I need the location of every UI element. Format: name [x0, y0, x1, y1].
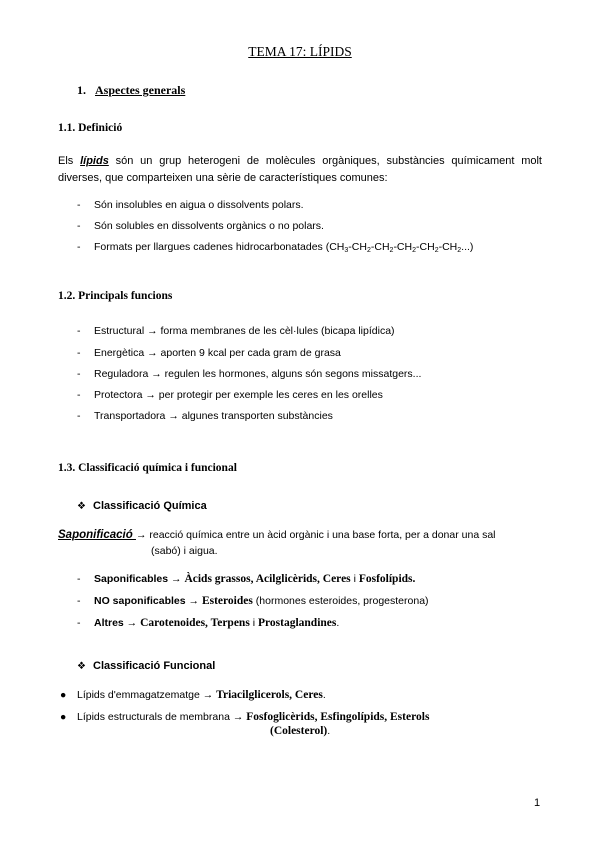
- dash-icon: -: [77, 368, 81, 380]
- section-title: Aspectes generals: [95, 83, 186, 97]
- list-item: [77, 199, 304, 211]
- subscript: 2: [412, 247, 417, 254]
- list-item-text: Són solubles en dissolvents orgànics o no polars.: [94, 220, 324, 232]
- list-item-formula: [77, 241, 473, 254]
- list-item: [77, 410, 333, 422]
- dash-icon: -: [77, 617, 81, 629]
- formula-text: Formats per llargues cadenes hidrocarbonatades (CH: [94, 241, 345, 253]
- dash-icon: -: [77, 199, 81, 211]
- dash-icon: -: [77, 325, 81, 337]
- list-item-text: Energètica → aporten 9 kcal per cada gram de grasa: [94, 347, 341, 359]
- bullet-icon: ●: [60, 711, 67, 723]
- row-label: NO saponificables →: [94, 595, 202, 607]
- row-bold-text: Prostaglandines: [257, 617, 337, 629]
- subscript: 2: [389, 247, 394, 254]
- altres-row: [77, 617, 339, 629]
- row-text: .: [336, 617, 340, 629]
- subscript: 2: [434, 247, 439, 254]
- lipids-term: lípids: [80, 155, 109, 167]
- funcional-row: [60, 711, 429, 723]
- subheading-funcional: [77, 660, 215, 672]
- row-text: Lípids estructurals de membrana →: [77, 711, 247, 723]
- intro-text: Els: [58, 155, 81, 167]
- bullet-icon: ●: [60, 689, 67, 701]
- dash-icon: -: [77, 220, 81, 232]
- saponificacio-definition: [58, 529, 496, 541]
- dash-icon: -: [77, 241, 81, 253]
- saponificables-row: [77, 573, 415, 585]
- row-bold-text: Carotenoides, Terpens: [140, 617, 250, 629]
- diamond-icon: ❖: [77, 661, 86, 672]
- section-number: 1.: [77, 83, 86, 97]
- row-text: Lípids d'emmagatzematge →: [77, 689, 217, 701]
- heading-definicio: 1.1. Definició: [58, 122, 123, 134]
- subscript: 2: [457, 247, 462, 254]
- row-bold-text: Fosfolípids.: [358, 573, 416, 585]
- subheading-text: Classificació Funcional: [93, 660, 216, 672]
- dash-icon: -: [77, 347, 81, 359]
- row-text: i: [350, 573, 359, 585]
- definition-text: → reacció química entre un àcid orgànic i una base forta, per a donar una sal: [135, 529, 496, 541]
- list-item: [77, 347, 341, 359]
- dash-icon: -: [77, 573, 81, 585]
- row-bold-text: Esteroides: [201, 595, 253, 607]
- row-label: Saponificables →: [94, 573, 185, 585]
- row-text: .: [322, 689, 326, 701]
- dash-icon: -: [77, 389, 81, 401]
- list-item: [77, 220, 324, 232]
- list-item: [77, 325, 395, 337]
- definition-paragraph: [58, 153, 542, 187]
- list-item-text: Transportadora → algunes transporten substàncies: [94, 410, 333, 422]
- page-title: TEMA 17: LÍPIDS: [248, 44, 352, 59]
- dash-icon: -: [77, 595, 81, 607]
- list-item-text: Estructural → forma membranes de les cèl·lules (bicapa lipídica): [94, 325, 395, 337]
- funcional-row-cont: [270, 725, 330, 737]
- subheading-quimica: [77, 500, 207, 512]
- subheading-text: Classificació Química: [93, 500, 207, 512]
- row-text: i: [249, 617, 258, 629]
- list-item-text: Són insolubles en aigua o dissolvents polars.: [94, 199, 304, 211]
- row-bold-text: Àcids grassos, Acilglicèrids, Ceres: [184, 573, 351, 585]
- heading-funcions: 1.2. Principals funcions: [58, 290, 173, 302]
- row-text: .: [327, 725, 331, 737]
- row-bold-text: Fosfoglicèrids, Esfingolípids, Esterols: [246, 711, 430, 723]
- row-label: Altres →: [94, 617, 141, 629]
- diamond-icon: ❖: [77, 501, 86, 512]
- formula-part: -CH: [438, 241, 458, 253]
- formula-part: -CH: [416, 241, 435, 253]
- list-item: [77, 389, 383, 401]
- heading-classificacio: 1.3. Classificació química i funcional: [58, 462, 237, 474]
- subscript: 3: [344, 247, 349, 254]
- subscript: 2: [366, 247, 371, 254]
- no-saponificables-row: [77, 595, 429, 607]
- section-heading-1: [77, 83, 185, 98]
- row-bold-text: Triacilglicerols, Ceres: [216, 689, 323, 701]
- list-item: [77, 368, 421, 380]
- page-number: 1: [534, 797, 541, 809]
- saponificacio-definition-cont: (sabó) i aigua.: [151, 545, 218, 557]
- row-bold-text: (Colesterol): [270, 725, 328, 737]
- row-text: (hormones esteroides, progesterona): [252, 595, 429, 607]
- saponificacio-term: Saponificació: [58, 529, 136, 541]
- formula-part: ...): [461, 241, 474, 253]
- list-item-text: Protectora → per protegir per exemple les ceres en les orelles: [94, 389, 383, 401]
- funcional-row: [60, 689, 326, 701]
- dash-icon: -: [77, 410, 81, 422]
- formula-part: -CH: [370, 241, 390, 253]
- list-item-text: Reguladora → regulen les hormones, alguns són segons missatgers...: [94, 368, 422, 380]
- formula-part: -CH: [348, 241, 367, 253]
- formula-part: -CH: [393, 241, 413, 253]
- intro-text-rest: són un grup heterogeni de molècules orgàniques, substàncies químicament molt diverses, que comparteixen una sèrie de característiques comunes:: [58, 155, 542, 184]
